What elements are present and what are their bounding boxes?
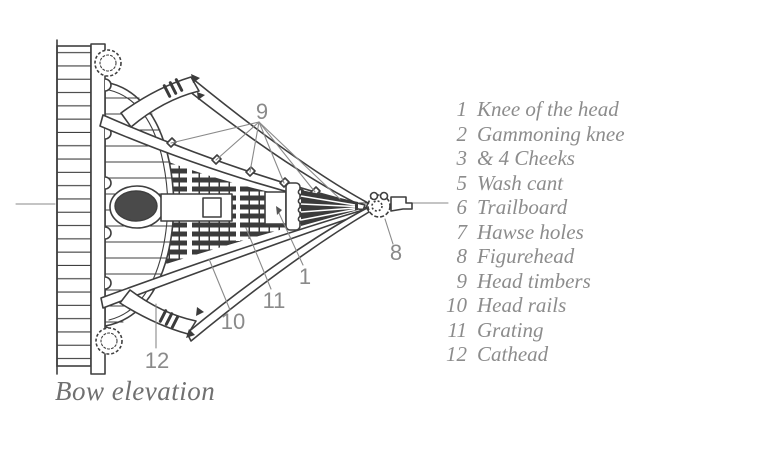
legend-item-label: & 4 Cheeks	[477, 146, 575, 170]
legend-item-num: 2	[456, 121, 467, 146]
legend-item-num: 10	[446, 293, 467, 317]
legend-item-5	[437, 171, 625, 196]
legend-item-label: Knee of the head	[477, 97, 619, 121]
legend-item-num: 12	[446, 342, 467, 366]
legend-item-num: 3	[456, 146, 467, 170]
knee-of-the-head	[265, 192, 286, 224]
legend-item-label: Trailboard	[477, 195, 568, 219]
hull	[57, 40, 111, 374]
legend-item-6	[437, 195, 625, 220]
legend-item-12	[437, 342, 625, 367]
bowsprit-stub	[161, 194, 232, 221]
legend-item-num: 7	[456, 219, 467, 244]
cathead-block-bottom	[96, 328, 122, 354]
legend-item-num: 6	[456, 195, 467, 219]
callout-12: 12	[144, 348, 170, 373]
callout-10: 10	[220, 309, 246, 334]
legend-item-num: 11	[447, 317, 467, 342]
legend-item-label: Hawse holes	[477, 219, 584, 244]
legend-item-label: Figurehead	[477, 244, 575, 268]
legend-item-num: 8	[456, 244, 467, 268]
legend-item-label: Head rails	[477, 293, 567, 317]
legend-item-9	[437, 269, 625, 294]
legend-item-label: Wash cant	[477, 170, 564, 195]
cathead-block-top	[95, 50, 121, 76]
legend-item-7	[437, 220, 625, 245]
leader-10	[209, 259, 230, 310]
legend-item-1	[437, 97, 625, 122]
legend-item-8	[437, 244, 625, 269]
callout-11: 11	[262, 288, 286, 313]
callout-9: 9	[255, 99, 269, 124]
legend-item-3-4	[437, 146, 625, 171]
callout-8: 8	[389, 240, 403, 265]
legend-item-label: Head timbers	[477, 268, 591, 293]
callout-1: 1	[298, 264, 312, 289]
legend-item-label: Gammoning knee	[477, 121, 625, 146]
legend-item-2	[437, 122, 625, 147]
legend-item-label: Cathead	[477, 342, 549, 366]
legend-item-num: 1	[456, 97, 467, 121]
legend-item-label: Grating	[477, 317, 544, 342]
hawse-hole	[115, 191, 157, 221]
legend-item-num: 5	[456, 170, 467, 195]
legend-item-11	[437, 318, 625, 343]
legend-item-num: 9	[456, 268, 467, 293]
legend-item-10	[437, 293, 625, 318]
figure-caption: Bow elevation	[55, 376, 216, 406]
legend	[437, 97, 625, 367]
